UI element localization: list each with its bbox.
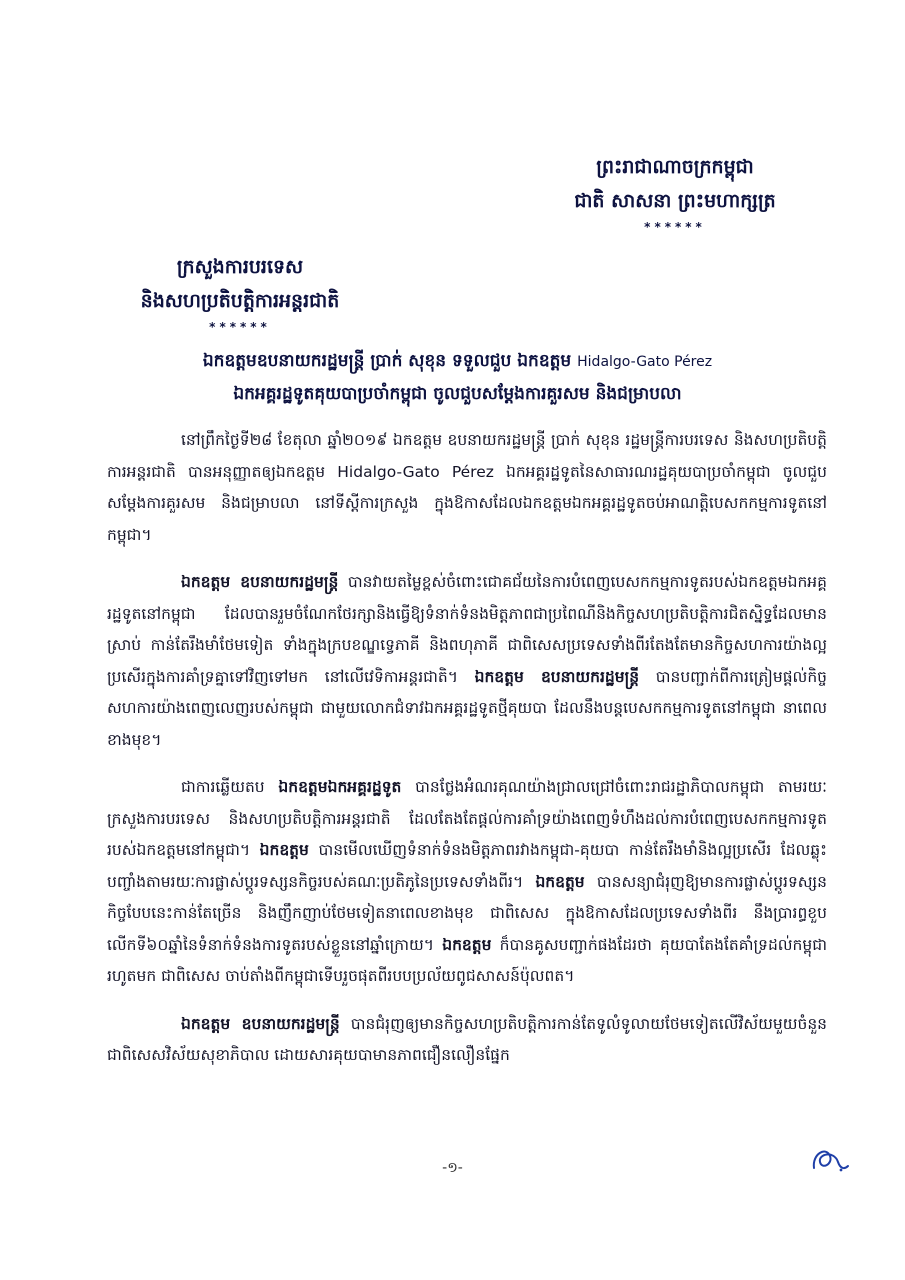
ambassador-name: Hidalgo-Gato Pérez [577,354,713,370]
ministry-header [100,250,380,336]
paragraph-4 [107,1009,827,1072]
press-release-title [90,345,825,410]
p1-text-b: ឯកអគ្គរដ្ឋទូតនៃសាធារណរដ្ឋគុយបាប្រចាំកម្ពុជា ចូលជួបសម្តែងការគួរសម និងជម្រាបលា នៅទីស្តីការក្រសួង ក្នុងឱកាសដែលឯកឧត្តមឯកអគ្គរដ្ឋទូតចប់អាណត្តិបេសកកម្មការទូតនៅកម្ពុជា។ [107,462,827,544]
p3-text-c: បានមើលឃើញទំនាក់ទំនងមិត្តភាពរវាងកម្ពុជា-គុយបា កាន់តែរឹងមាំនិងល្អប្រសើរ ដែលឆ្លុះបញ្ចាំងតាមរយៈការផ្លាស់ប្តូរទស្សនកិច្ចរបស់គណៈប្រតិភូនៃប្រទេសទាំងពីរ។ [107,841,827,891]
kingdom-stars: ****** [644,220,706,234]
title-line2: ឯកអគ្គរដ្ឋទូតគុយបាប្រចាំកម្ពុជា ចូលជួបសម្តែងការគួរសម និងជម្រាបលា [233,384,682,404]
title-line1 [90,345,825,378]
p2-text-a: បានវាយតម្លៃខ្ពស់ចំពោះជោគជ័យនៃការបំពេញបេសកកម្មការទូតរបស់ឯកឧត្តមឯកអគ្គរដ្ឋទូតនៅកម្ពុជា ដែលបានរួមចំណែកថែរក្សានិងធ្វើឱ្យទំនាក់ទំនងមិត្តភាពជាប្រពៃណីនិងកិច្ចសហប្រតិបត្តិការជិតស្និទ្ធដែលមានស្រាប់ កាន់តែរឹងមាំថែមទៀត ទាំងក្នុងក្របខណ្ឌទ្វេភាគី និងពហុភាគី ជាពិសេសប្រទេសទាំងពីរតែងតែមានកិច្ចសហការយ៉ាងល្អប្រសើរក្នុងការគាំទ្រគ្នាទៅវិញទៅមក នៅលើវេទិកាអន្តរជាតិ។ [107,573,827,686]
p3-text-b: បានថ្លែងអំណរគុណយ៉ាងជ្រាលជ្រៅចំពោះរាជរដ្ឋាភិបាលកម្ពុជា តាមរយៈក្រសួងការបរទេស និងសហប្រតិបត្តិការអន្តរជាតិ ដែលតែងតែផ្តល់ការគាំទ្រយ៉ាងពេញទំហឹងដល់ការបំពេញបេសកកម្មការទូតរបស់ឯកឧត្តមនៅកម្ពុជា។ [107,778,827,859]
p3-bold-2: ឯកឧត្តម [259,841,309,859]
p1-text-a: នៅព្រឹកថ្ងៃទី២៨ ខែតុលា ឆ្នាំ២០១៩ ឯកឧត្តម ឧបនាយករដ្ឋមន្ត្រី ប្រាក់ សុខុន រដ្ឋមន្ត្រីការបរទេស និងសហប្រតិបត្តិការអន្តរជាតិ បានអនុញ្ញាតឲ្យឯកឧត្តម [107,431,827,481]
p4-bold-1: ឯកឧត្តម ឧបនាយករដ្ឋមន្ត្រី [181,1014,340,1033]
p1-ambassador-name: Hidalgo-Gato Pérez [337,462,494,481]
nation-religion-king: ជាតិ សាសនា ព្រះមហាក្សត្រ [574,190,776,212]
p3-bold-1: ឯកឧត្តមឯកអគ្គរដ្ឋទូត [278,778,402,796]
ministry-name-line2: និងសហប្រតិបត្តិការអន្តរជាតិ [140,290,340,312]
paragraph-1 [107,425,827,551]
ministry-stars: ****** [209,320,271,334]
handwritten-initial-icon [808,1140,852,1180]
page-number: -១- [442,1160,463,1176]
title-line1-khmer: ឯកឧត្តមឧបនាយករដ្ឋមន្ត្រី ប្រាក់ សុខុន ទទួលជួប ឯកឧត្តម [202,351,572,371]
article-body [107,425,827,1088]
p3-text-e: ក៏បានគូសបញ្ជាក់ផងដែរថា គុយបាតែងតែគាំទ្រដល់កម្ពុជារហូតមក ជាពិសេស ចាប់តាំងពីកម្ពុជាទើបរួចផុតពីរបបប្រល័យពូជសាសន៍ប៉ុលពត។ [107,935,827,985]
paragraph-3 [107,772,827,993]
p3-bold-4: ឯកឧត្តម [442,935,492,954]
paragraph-2 [107,567,827,756]
p3-text-d: បានសន្យាជំរុញឱ្យមានការផ្លាស់ប្តូរទស្សនកិច្ចបែបនេះកាន់តែច្រើន និងញឹកញាប់ថែមទៀតនាពេលខាងមុខ ជាពិសេស ក្នុងឱកាសដែលប្រទេសទាំងពីរ នឹងប្រារព្ធខួបលើកទី៦០ឆ្នាំនៃទំនាក់ទំនងការទូតរបស់ខ្លួននៅឆ្នាំក្រោយ។ [107,872,827,954]
ministry-name-line1: ក្រសួងការបរទេស [176,256,304,278]
p3-bold-3: ឯកឧត្តម [535,872,585,891]
p2-text-b: បានបញ្ជាក់ពីការត្រៀមផ្តល់កិច្ចសហការយ៉ាងពេញលេញរបស់កម្ពុជា ជាមួយលោកជំទាវឯកអគ្គរដ្ឋទូតថ្មីគុយបា ដែលនឹងបន្តបេសកកម្មការទូតនៅកម្ពុជា នាពេលខាងមុខ។ [107,667,827,749]
p2-bold-1: ឯកឧត្តម ឧបនាយករដ្ឋមន្ត្រី [181,573,339,591]
kingdom-motto [545,150,805,236]
p4-text-a: បានជំរុញឲ្យមានកិច្ចសហប្រតិបត្តិការកាន់តែទូលំទូលាយថែមទៀតលើវិស័យមួយចំនួន ជាពិសេសវិស័យសុខាភិបាល ដោយសារគុយបាមានភាពជឿនលឿនផ្នែក [107,1014,827,1064]
p2-bold-2: ឯកឧត្តម ឧបនាយករដ្ឋមន្ត្រី [474,667,640,686]
kingdom-title: ព្រះរាជាណាចក្រកម្ពុជា [596,156,754,178]
p3-text-a: ជាការឆ្លើយតប [181,778,265,796]
